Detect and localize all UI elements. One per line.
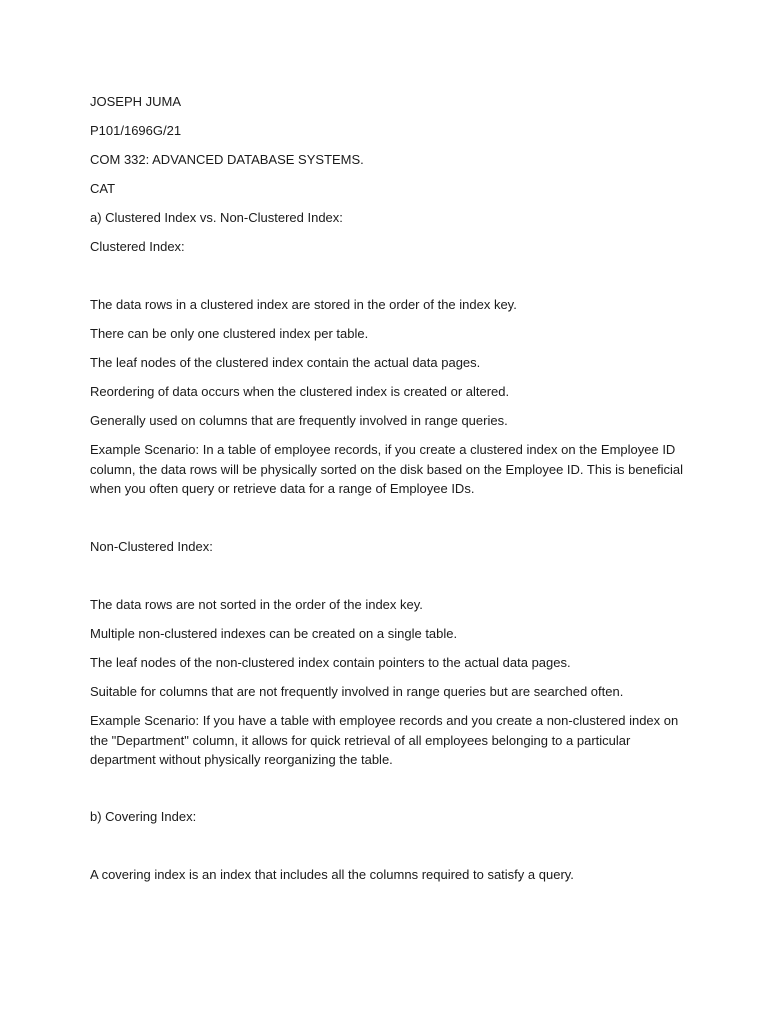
- non-clustered-point: Multiple non-clustered indexes can be created on a single table.: [90, 626, 458, 641]
- covering-index-definition: A covering index is an index that includes all the columns required to satisfy a query.: [90, 867, 574, 882]
- non-clustered-index-heading: Non-Clustered Index:: [90, 539, 213, 554]
- non-clustered-example-line: Example Scenario: If you have a table with employee records and you create a non-clustered index on: [90, 713, 679, 728]
- registration-number: P101/1696G/21: [90, 123, 182, 138]
- clustered-point: The data rows in a clustered index are stored in the order of the index key.: [90, 297, 517, 312]
- assessment-label: CAT: [90, 181, 116, 196]
- clustered-point: Reordering of data occurs when the clustered index is created or altered.: [90, 384, 510, 399]
- student-name: JOSEPH JUMA: [90, 94, 182, 109]
- non-clustered-example-line: the "Department" column, it allows for quick retrieval of all employees belonging to a particular: [90, 732, 631, 748]
- clustered-example-line: Example Scenario: In a table of employee records, if you create a clustered index on the Employee ID: [90, 442, 676, 457]
- clustered-point: There can be only one clustered index per table.: [90, 326, 369, 341]
- clustered-example-paragraph: [90, 440, 684, 499]
- clustered-point: The leaf nodes of the clustered index contain the actual data pages.: [90, 355, 481, 370]
- non-clustered-example-paragraph: [90, 711, 680, 770]
- non-clustered-point: Suitable for columns that are not frequently involved in range queries but are searched often.: [90, 684, 624, 699]
- section-b-heading: b) Covering Index:: [90, 809, 197, 824]
- clustered-point: Generally used on columns that are frequently involved in range queries.: [90, 413, 508, 428]
- course-title: COM 332: ADVANCED DATABASE SYSTEMS.: [90, 152, 364, 167]
- clustered-index-heading: Clustered Index:: [90, 239, 185, 254]
- non-clustered-point: The leaf nodes of the non-clustered index contain pointers to the actual data pages.: [90, 655, 571, 670]
- non-clustered-point: The data rows are not sorted in the order of the index key.: [90, 597, 423, 612]
- clustered-example-line: column, the data rows will be physically sorted on the disk based on the Employee ID. This is beneficial: [90, 461, 684, 477]
- clustered-example-line: when you often query or retrieve data for a range of Employee IDs.: [90, 481, 475, 496]
- non-clustered-example-line: department without physically reorganizing the table.: [90, 752, 393, 767]
- section-a-heading: a) Clustered Index vs. Non-Clustered Index:: [90, 210, 343, 225]
